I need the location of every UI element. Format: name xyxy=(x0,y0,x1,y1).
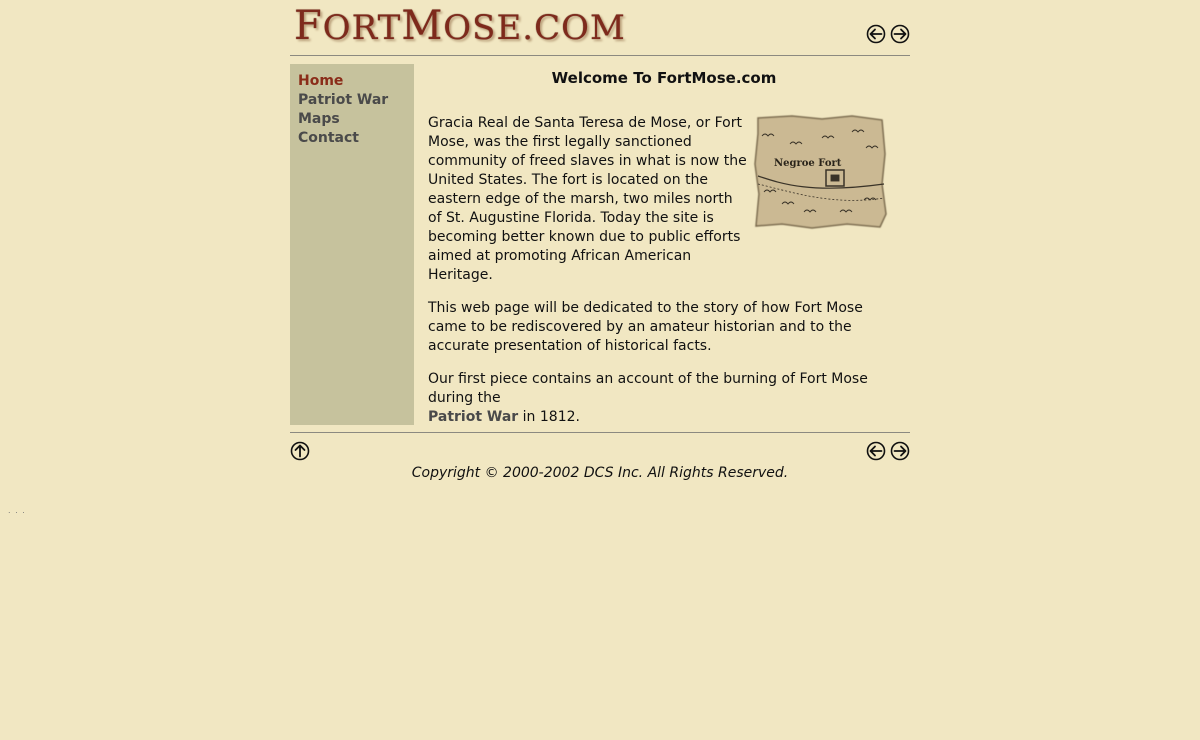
logo-text-ose: OSE.COM xyxy=(443,8,626,48)
logo-text-ort: ORT xyxy=(322,8,402,48)
patriot-war-link[interactable]: Patriot War xyxy=(428,409,519,425)
prev-page-button[interactable] xyxy=(866,24,886,44)
footer-divider xyxy=(290,432,910,433)
page-title: Welcome To FortMose.com xyxy=(551,69,777,87)
back-to-top-button[interactable] xyxy=(290,441,310,461)
map-label: Negroe Fort xyxy=(774,158,842,169)
page-header xyxy=(290,0,910,56)
arrow-right-icon xyxy=(890,441,910,461)
stray-dots: . . . xyxy=(8,506,26,515)
footer-next-button[interactable] xyxy=(890,441,910,461)
intro-section xyxy=(428,114,892,285)
arrow-left-icon xyxy=(866,24,886,44)
main-content xyxy=(428,64,892,427)
intro-paragraph: Gracia Real de Santa Teresa de Mose, or Fort Mose, was the first legally sanctioned community of freed slaves in what is now the United States. The fort is located on the eastern edge of the marsh, two miles north of St. Augustine Florida. Today the site is becoming better known due to public efforts aimed at promoting African American Heritage. xyxy=(428,115,747,283)
logo-letter-m: M xyxy=(401,3,444,49)
logo-letter-f: F xyxy=(294,3,323,49)
next-page-button[interactable] xyxy=(890,24,910,44)
patriot-war-paragraph xyxy=(428,370,892,427)
fort-map-image xyxy=(752,114,888,230)
para3-tail: in 1812. xyxy=(518,409,580,425)
mission-paragraph: This web page will be dedicated to the story of how Fort Mose came to be rediscovered by an amateur historian and to the accurate presentation of historical facts. xyxy=(428,300,863,354)
sidebar-item-maps[interactable]: Maps xyxy=(298,111,340,127)
arrow-left-icon xyxy=(866,441,886,461)
page-container xyxy=(290,0,910,481)
sidebar-item-home[interactable]: Home xyxy=(298,73,344,89)
para3-text: Our first piece contains an account of the burning of Fort Mose during the xyxy=(428,371,868,406)
sidebar-nav xyxy=(290,64,414,425)
arrow-right-icon xyxy=(890,24,910,44)
sidebar-item-patriot-war[interactable]: Patriot War xyxy=(298,92,389,108)
header-nav-arrows xyxy=(866,24,910,44)
arrow-up-icon xyxy=(290,441,310,461)
footer-nav-arrows xyxy=(866,441,910,461)
footer-prev-button[interactable] xyxy=(866,441,886,461)
body-row xyxy=(290,64,910,425)
sidebar-item-contact[interactable]: Contact xyxy=(298,130,359,146)
copyright-notice: Copyright © 2000-2002 DCS Inc. All Rights Reserved. xyxy=(411,465,789,481)
site-logo[interactable] xyxy=(294,4,626,50)
